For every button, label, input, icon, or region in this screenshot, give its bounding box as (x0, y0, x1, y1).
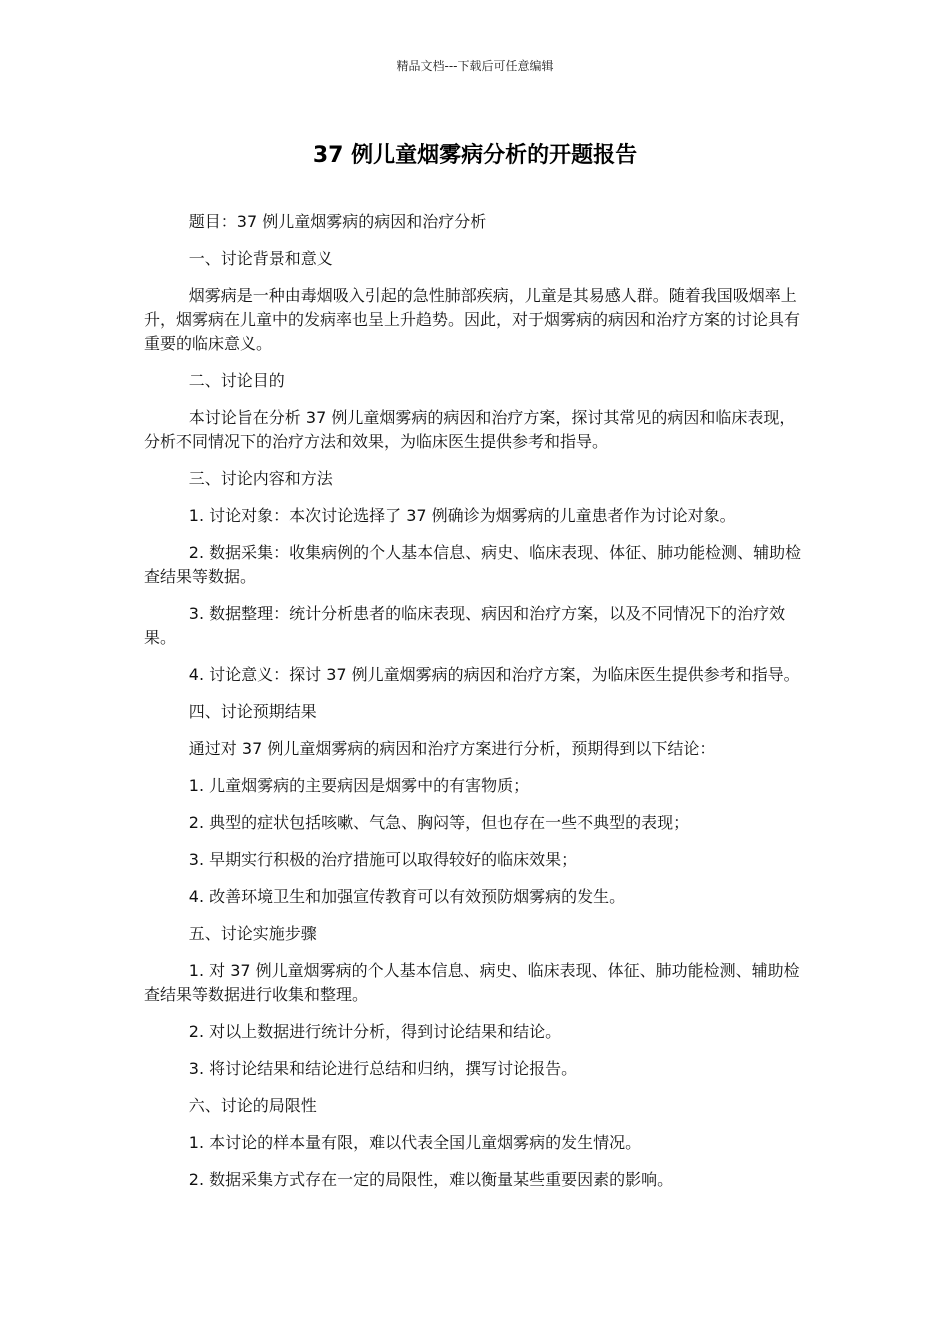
list-item: 2. 典型的症状包括咳嗽、气急、胸闷等，但也存在一些不典型的表现； (188, 813, 690, 832)
list-item: 1. 讨论对象：本次讨论选择了 37 例确诊为烟雾病的儿童患者作为讨论对象。 (188, 506, 736, 525)
document-body (144, 210, 806, 1205)
list-item: 1. 儿童烟雾病的主要病因是烟雾中的有害物质； (188, 776, 530, 795)
paragraph-background: 烟雾病是一种由毒烟吸入引起的急性肺部疾病，儿童是其易感人群。随着我国吸烟率上升，烟雾病在儿童中的发病率也呈上升趋势。因此，对于烟雾病的病因和治疗方案的讨论具有重要的临床意义。 (144, 286, 801, 353)
list-item: 2. 数据采集：收集病例的个人基本信息、病史、临床表现、体征、肺功能检测、辅助检查结果等数据。 (144, 543, 802, 586)
list-item: 2. 对以上数据进行统计分析，得到讨论结果和结论。 (188, 1022, 562, 1041)
section-heading-expected-results: 四、讨论预期结果 (188, 702, 317, 721)
section-heading-background: 一、讨论背景和意义 (188, 249, 333, 268)
list-item: 4. 讨论意义：探讨 37 例儿童烟雾病的病因和治疗方案，为临床医生提供参考和指导。 (188, 665, 800, 684)
list-item: 3. 数据整理：统计分析患者的临床表现、病因和治疗方案，以及不同情况下的治疗效果。 (144, 604, 786, 647)
paragraph-expected-intro: 通过对 37 例儿童烟雾病的病因和治疗方案进行分析，预期得到以下结论： (188, 739, 716, 758)
list-item: 1. 对 37 例儿童烟雾病的个人基本信息、病史、临床表现、体征、肺功能检测、辅助检查结果等数据进行收集和整理。 (144, 961, 800, 1004)
header-note: 精品文档---下载后可任意编辑 (396, 59, 554, 73)
document-title: 37 例儿童烟雾病分析的开题报告 (312, 143, 638, 168)
section-heading-purpose: 二、讨论目的 (188, 371, 285, 390)
list-item: 1. 本讨论的样本量有限，难以代表全国儿童烟雾病的发生情况。 (188, 1133, 642, 1152)
section-heading-content-methods: 三、讨论内容和方法 (188, 469, 333, 488)
topic-line: 题目：37 例儿童烟雾病的病因和治疗分析 (188, 212, 487, 231)
list-item: 3. 将讨论结果和结论进行总结和归纳，撰写讨论报告。 (188, 1059, 578, 1078)
paragraph-purpose: 本讨论旨在分析 37 例儿童烟雾病的病因和治疗方案，探讨其常见的病因和临床表现，分析不同情况下的治疗方法和效果，为临床医生提供参考和指导。 (144, 408, 796, 451)
section-heading-implementation: 五、讨论实施步骤 (188, 924, 317, 943)
section-heading-limitations: 六、讨论的局限性 (188, 1096, 317, 1115)
list-item: 3. 早期实行积极的治疗措施可以取得较好的临床效果； (188, 850, 578, 869)
list-item: 2. 数据采集方式存在一定的局限性，难以衡量某些重要因素的影响。 (188, 1170, 674, 1189)
list-item: 4. 改善环境卫生和加强宣传教育可以有效预防烟雾病的发生。 (188, 887, 626, 906)
